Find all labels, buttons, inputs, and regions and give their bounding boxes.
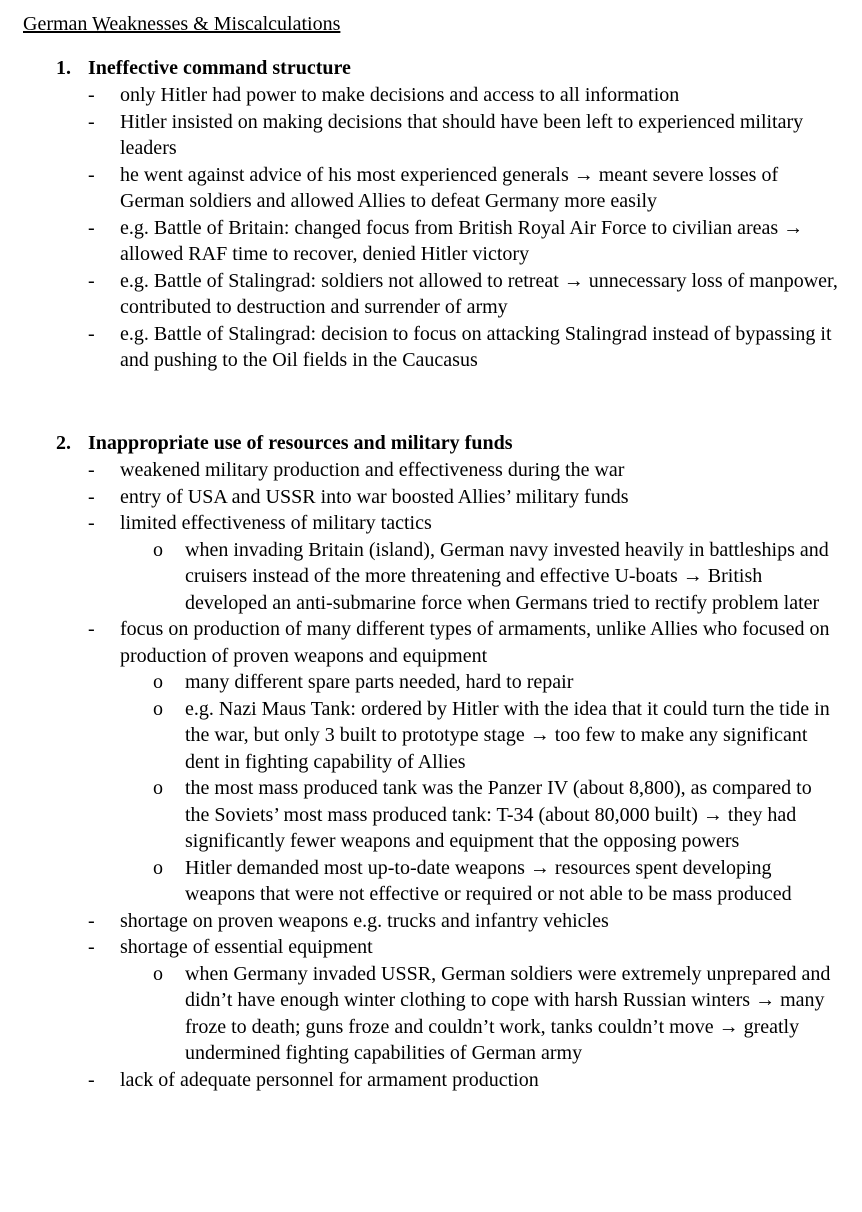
list-item-text: entry of USA and USSR into war boosted Allies’ military funds: [120, 485, 629, 508]
list-item-text: e.g. Battle of Stalingrad: soldiers not allowed to retreat → unnecessary loss of manpower, contributed to destruction and surrender of army: [120, 269, 838, 318]
list-item-text: only Hitler had power to make decisions and access to all information: [120, 84, 680, 106]
section-resources: [0, 430, 862, 1093]
bullet-dash: -: [88, 618, 95, 640]
list-item: [0, 82, 862, 109]
bullet-circle: o: [153, 671, 163, 693]
bullet-circle: o: [153, 962, 163, 985]
sub-list-item: [0, 961, 862, 1067]
section-number: 1.: [56, 57, 71, 79]
bullet-dash: -: [88, 512, 95, 534]
sub-list-item: [0, 696, 862, 776]
list-item: [0, 934, 862, 961]
sub-list-item-text: the most mass produced tank was the Panzer IV (about 8,800), as compared to the Soviets’ most mass produced tank: T-34 (about 80,000 built) → they had significantly fewer weapons and equipment that the opposing powers: [185, 777, 812, 852]
bullet-dash: -: [88, 110, 95, 133]
bullet-circle: o: [153, 777, 163, 799]
section-title: Ineffective command structure: [88, 57, 351, 79]
list-item-text: shortage of essential equipment: [120, 936, 373, 958]
sub-list-item-text: e.g. Nazi Maus Tank: ordered by Hitler with the idea that it could turn the tide in the war, but only 3 built to prototype stage → too few to make any significant dent in fighting capability of Allies: [185, 697, 830, 773]
list-item: [0, 510, 862, 537]
section-heading: [0, 430, 862, 457]
sub-list-item: [0, 537, 862, 617]
list-item-text: lack of adequate personnel for armament production: [120, 1068, 539, 1091]
sub-list-item-text: when invading Britain (island), German navy invested heavily in battleships and cruisers instead of the more threatening and effective U-boats → British developed an anti-submarine force when Germans tried to rectify problem later: [185, 538, 829, 614]
bullet-dash: -: [88, 459, 95, 481]
bullet-dash: -: [88, 269, 95, 292]
bullet-dash: -: [88, 322, 95, 345]
section-command-structure: [0, 55, 862, 374]
list-item: [0, 215, 862, 268]
sub-list-item: [0, 855, 862, 908]
page-title: German Weaknesses & Miscalculations: [23, 13, 341, 35]
section-title: Inappropriate use of resources and military funds: [88, 432, 513, 454]
bullet-dash: -: [88, 163, 95, 186]
bullet-dash: -: [88, 216, 95, 239]
sub-list-item-text: when Germany invaded USSR, German soldiers were extremely unprepared and didn’t have enough winter clothing to cope with harsh Russian winters → many froze to death; guns froze and couldn’t work, tanks couldn’t move → greatly undermined fighting capabilities of German army: [185, 962, 831, 1064]
bullet-dash: -: [88, 485, 95, 508]
list-item-text: he went against advice of his most experienced generals → meant severe losses of German soldiers and allowed Allies to defeat Germany more easily: [120, 163, 779, 212]
list-item-text: Hitler insisted on making decisions that should have been left to experienced military leaders: [120, 110, 804, 159]
list-item-text: focus on production of many different types of armaments, unlike Allies who focused on production of proven weapons and equipment: [120, 618, 830, 667]
list-item: [0, 457, 862, 484]
list-item-text: weakened military production and effectiveness during the war: [120, 459, 625, 481]
section-heading: [0, 55, 862, 82]
list-item: [0, 616, 862, 669]
list-item: [0, 321, 862, 374]
list-item-text: e.g. Battle of Stalingrad: decision to focus on attacking Stalingrad instead of bypassing it and pushing to the Oil fields in the Caucasus: [120, 322, 832, 371]
bullet-dash: -: [88, 909, 95, 932]
list-item: [0, 268, 862, 321]
bullet-circle: o: [153, 697, 163, 720]
list-item: [0, 109, 862, 162]
list-item: [0, 484, 862, 511]
bullet-dash: -: [88, 84, 95, 106]
section-number: 2.: [56, 432, 71, 454]
bullet-dash: -: [88, 936, 95, 958]
sub-list-item: [0, 775, 862, 855]
sub-list-item: [0, 669, 862, 696]
list-item: [0, 908, 862, 935]
list-item: [0, 1067, 862, 1094]
sub-list-item-text: Hitler demanded most up-to-date weapons → resources spent developing weapons that were not effective or required or not able to be mass produced: [185, 856, 792, 905]
list-item-text: e.g. Battle of Britain: changed focus from British Royal Air Force to civilian areas → allowed RAF time to recover, denied Hitler victory: [120, 216, 804, 265]
bullet-circle: o: [153, 538, 163, 561]
list-item: [0, 162, 862, 215]
bullet-circle: o: [153, 856, 163, 879]
sub-list-item-text: many different spare parts needed, hard to repair: [185, 671, 574, 693]
list-item-text: limited effectiveness of military tactics: [120, 512, 432, 534]
list-item-text: shortage on proven weapons e.g. trucks and infantry vehicles: [120, 909, 609, 932]
bullet-dash: -: [88, 1068, 95, 1091]
